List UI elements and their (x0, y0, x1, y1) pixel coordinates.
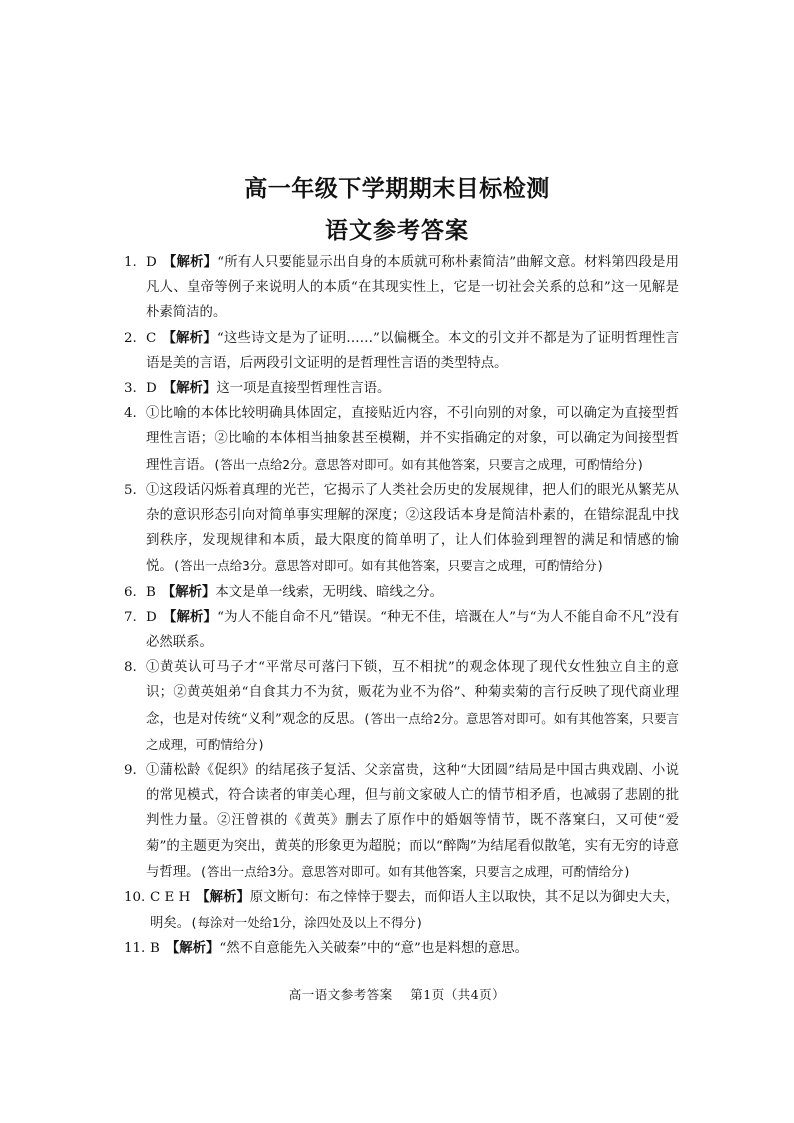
answer-option: D (146, 255, 157, 270)
scoring-note: (每涂对一处给1分，涂四处及以上不得分) (190, 915, 424, 931)
answer-text: ①这段话闪烁着真理的光芒，它揭示了人类社会历史的发展规律，把人们的眼光从繁芜从杂的意识形态引向对简单事实理解的深度；②这段话本身是简洁朴素的，在错综混乱中找到秩序，发现规律和本质，最大限度的简单明了，让人们体验到理智的满足和情感的愉悦。 (146, 482, 679, 575)
scoring-note: (答出一点给3分。意思答对即可。如有其他答案，只要言之成理，可酌情给分) (199, 863, 631, 879)
answer-number: 4. (124, 406, 137, 422)
answer-item (124, 478, 679, 580)
answer-number: 10. (124, 890, 146, 906)
answer-item (124, 401, 679, 478)
answer-option: B (150, 941, 160, 957)
answer-item (124, 326, 679, 376)
answer-option: B (146, 584, 156, 600)
scoring-note: (答出一点给2分。意思答对即可。如有其他答案，只要言之成理，可酌情给分) (212, 456, 645, 472)
scoring-note: (答出一点给2分。意思答对即可。如有其他答案，只要言之成理，可酌情给分) (146, 710, 679, 752)
analysis-tag: 【解析】 (161, 584, 216, 600)
answer-number: 11. (124, 941, 146, 957)
analysis-tag: 【解析】 (162, 609, 218, 625)
answer-text: ①蒲松龄《促织》的结尾孩子复活、父亲富贵，这种“大团圆”结局是中国古典戏剧、小说的常见模式，符合读者的审美心理，但与前文家破人亡的情节相矛盾，也减弱了悲剧的批判性力量。②汪曾祺的《黄英》删去了原作中的婚姻等情节，既不落窠臼，又可使“爱菊”的主题更为突出，黄英的形象更为超脱；而以“醉陶”为结尾看似散笔，实有无穷的诗意与哲理。 (146, 763, 679, 880)
answer-item (124, 758, 679, 885)
answer-text: ①比喻的本体比较明确具体固定，直接贴近内容，不引向别的对象，可以确定为直接型哲理性言语；②比喻的本体相当抽象甚至模糊，并不实指确定的对象，可以确定为间接型哲理性言语。 (146, 406, 679, 473)
page-title: 高一年级下学期期末目标检测 (244, 176, 550, 202)
answer-item (124, 580, 679, 605)
answer-text: 这一项是直接型哲理性言语。 (216, 381, 391, 397)
answer-list (124, 250, 679, 962)
analysis-tag: 【解析】 (165, 941, 220, 957)
answer-number: 8. (124, 660, 137, 676)
answer-item (124, 376, 679, 401)
answer-item (124, 605, 679, 655)
answer-text: “这些诗文是为了证明……”以偏概全。本文的引文并不都是为了证明哲理性言语是美的言语，后两段引文证明的是哲理性言语的类型特点。 (146, 330, 679, 371)
answer-number: 1. (124, 255, 137, 270)
analysis-tag: 【解析】 (162, 330, 217, 346)
answer-text: “所有人只要能显示出自身的本质就可称朴素简洁”曲解文意。材料第四段是用凡人、皇帝等例子来说明人的本质“在其现实性上，它是一切社会关系的总和”这一见解是朴素简洁的。 (146, 255, 679, 321)
answer-option: C E H (150, 890, 191, 906)
analysis-tag: 【解析】 (162, 381, 217, 397)
answer-item (124, 250, 679, 326)
answer-text: ①黄英认可马子才“平常尽可落闩下锁，互不相扰”的观念体现了现代女性独立自主的意识；②黄英姐弟“自食其力不为贫，贩花为业不为俗”、种菊卖菊的言行反映了现代商业理念，也是对传统“义利”观念的反思。 (146, 660, 679, 727)
answer-text: “为人不能自命不凡”错误。“种无不佳，培溉在人”与“为人不能自命不凡”没有必然联系。 (146, 609, 679, 651)
answer-number: 7. (124, 609, 137, 625)
answer-option: D (146, 381, 157, 397)
answer-text: 原文断句：布之悻悻于婴去，而仰语人主以取快，其不足以为御史大夫，明矣。 (150, 890, 680, 932)
answer-item (124, 655, 679, 758)
analysis-tag: 【解析】 (162, 255, 218, 270)
page-subtitle: 语文参考答案 (325, 218, 469, 244)
answer-number: 6. (124, 584, 137, 600)
answer-text: 本文是单一线索，无明线、暗线之分。 (215, 584, 444, 600)
scoring-note: (答出一点给3分。意思答对即可。如有其他答案，只要言之成理，可酌情给分) (172, 558, 605, 574)
answer-option: D (146, 609, 157, 625)
answer-number: 9. (124, 763, 137, 779)
answer-text: “然不自意能先入关破秦”中的“意”也是料想的意思。 (219, 941, 528, 957)
answer-item (124, 936, 679, 961)
answer-option: C (146, 330, 157, 346)
answer-number: 3. (124, 381, 137, 397)
analysis-tag: 【解析】 (196, 890, 250, 906)
page-footer: 高一语文参考答案 第1页（共4页） (288, 987, 506, 1002)
answer-number: 5. (124, 482, 137, 498)
answer-item (124, 885, 679, 936)
answer-number: 2. (124, 330, 137, 346)
